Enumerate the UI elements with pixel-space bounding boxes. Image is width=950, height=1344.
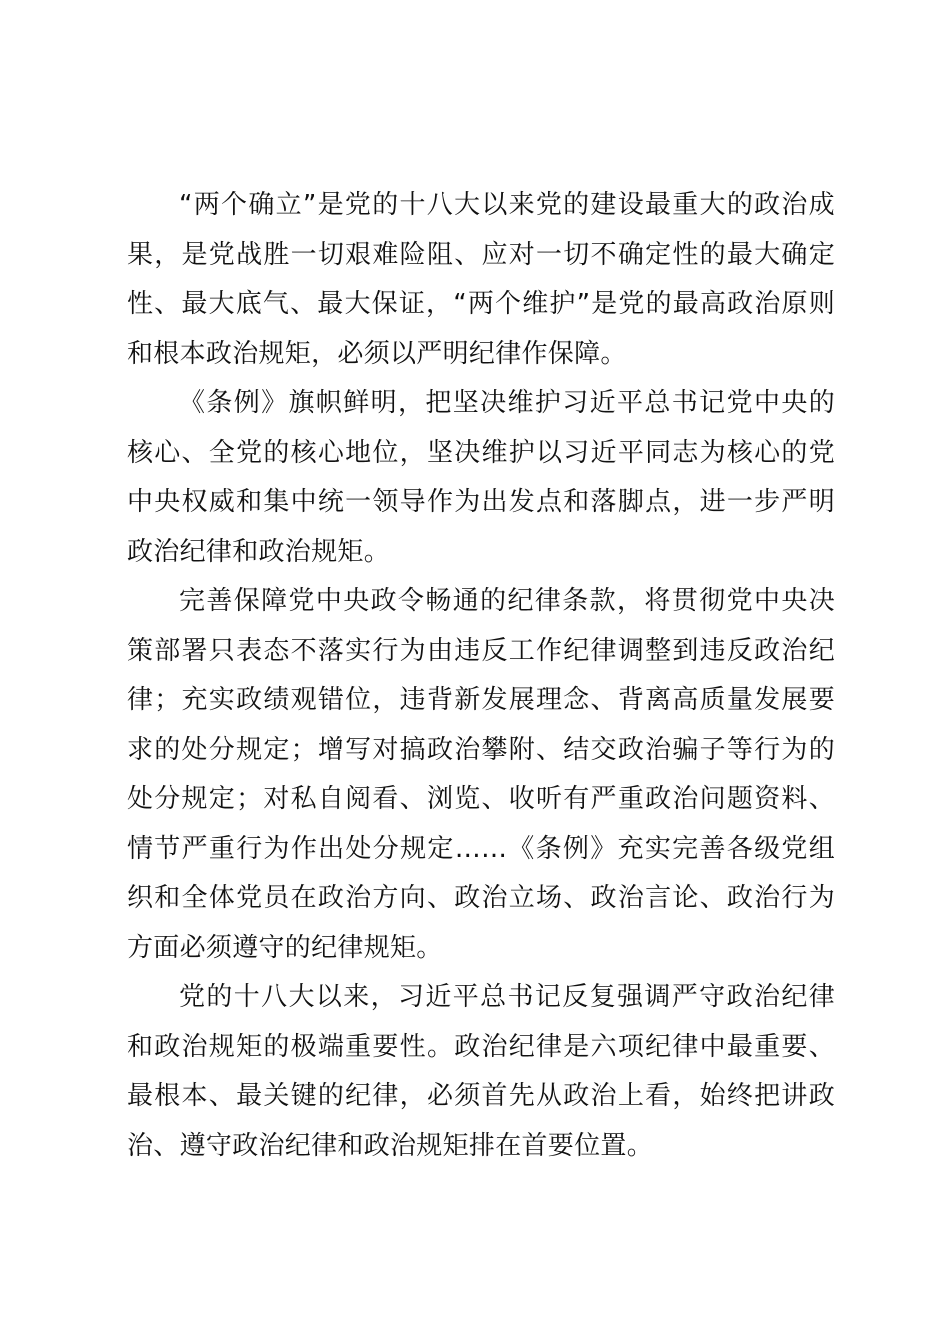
- paragraph: 党的十八大以来，习近平总书记反复强调严守政治纪律和政治规矩的极端重要性。政治纪律是六项纪律中最重要、最根本、最关键的纪律，必须首先从政治上看，始终把讲政治、遵守政治纪律和政治规矩排在首要位置。: [127, 982, 835, 1161]
- paragraph: “两个确立”是党的十八大以来党的建设最重大的政治成果，是党战胜一切艰难险阻、应对一切不确定性的最大确定性、最大底气、最大保证，“两个维护”是党的最高政治原则和根本政治规矩，必须以严明纪律作保障。: [127, 190, 835, 369]
- paragraph: 《条例》旗帜鲜明，把坚决维护习近平总书记党中央的核心、全党的核心地位，坚决维护以习近平同志为核心的党中央权威和集中统一领导作为出发点和落脚点，进一步严明政治纪律和政治规矩。: [127, 388, 835, 567]
- document-page: [127, 181, 835, 1171]
- paragraph: 完善保障党中央政令畅通的纪律条款，将贯彻党中央决策部署只表态不落实行为由违反工作纪律调整到违反政治纪律；充实政绩观错位，违背新发展理念、背离高质量发展要求的处分规定；增写对搞政治攀附、结交政治骗子等行为的处分规定；对私自阅看、浏览、收听有严重政治问题资料、情节严重行为作出处分规定……《条例》充实完善各级党组织和全体党员在政治方向、政治立场、政治言论、政治行为方面必须遵守的纪律规矩。: [127, 586, 835, 963]
